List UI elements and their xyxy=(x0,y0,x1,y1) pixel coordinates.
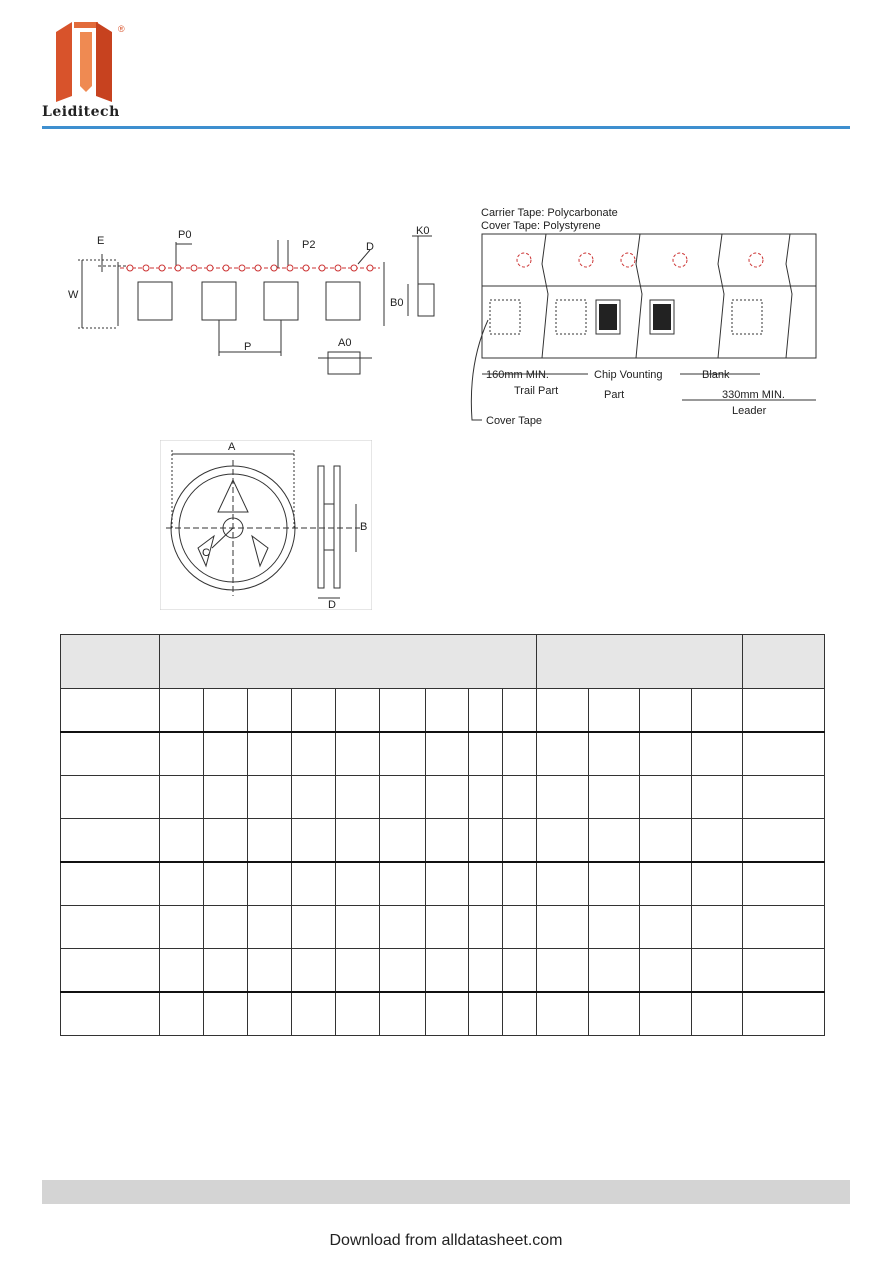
registered-mark: ® xyxy=(118,24,125,34)
label-b0: B0 xyxy=(390,297,404,309)
header-rule xyxy=(42,126,850,129)
label-e: E xyxy=(97,235,105,247)
header-cell-reel xyxy=(537,635,743,689)
reel-label-a: A xyxy=(228,441,236,453)
logo-mark-icon xyxy=(52,18,128,104)
reel-diagram xyxy=(160,440,372,610)
leader-label: Leader xyxy=(732,405,767,417)
part-label: Part xyxy=(604,389,625,401)
spec-table xyxy=(60,634,825,1036)
trail-part-label: Trail Part xyxy=(514,385,559,397)
footer-bar xyxy=(42,1180,850,1204)
header-cell-tape xyxy=(160,635,537,689)
table-header-row xyxy=(61,635,825,689)
table-row xyxy=(61,776,825,819)
label-p: P xyxy=(244,341,252,353)
reel-tape-layout-diagram xyxy=(468,204,828,432)
tape-dimension-diagram xyxy=(62,222,452,382)
brand-name: Leiditech xyxy=(42,104,120,120)
label-k0: K0 xyxy=(416,225,430,237)
blank-label: Blank xyxy=(702,369,730,381)
header-cell-type xyxy=(61,635,160,689)
reel-label-b: B xyxy=(360,521,368,533)
cover-tape-label: Cover Tape xyxy=(486,415,543,427)
table-row xyxy=(61,992,825,1036)
table-row xyxy=(61,906,825,949)
table-row xyxy=(61,862,825,906)
table-row xyxy=(61,819,825,863)
label-p0: P0 xyxy=(178,229,192,241)
label-w: W xyxy=(68,289,79,301)
leader-length-label: 330mm MIN. xyxy=(722,389,785,401)
reel-label-c: C xyxy=(202,547,210,559)
label-a0: A0 xyxy=(338,337,352,349)
table-row xyxy=(61,732,825,776)
table-subheader-row xyxy=(61,689,825,733)
label-p2: P2 xyxy=(302,239,316,251)
carrier-tape-label: Carrier Tape: Polycarbonate xyxy=(481,207,618,219)
label-d: D xyxy=(366,241,374,253)
table-row xyxy=(61,949,825,993)
trail-length-label: 160mm MIN. xyxy=(486,369,549,381)
cover-tape-material-label: Cover Tape: Polystyrene xyxy=(481,220,601,232)
company-logo xyxy=(52,18,128,104)
reel-label-d: D xyxy=(328,599,336,610)
chip-mounting-label: Chip Vounting xyxy=(594,369,663,381)
download-link[interactable]: Download from alldatasheet.com xyxy=(329,1232,563,1249)
header-cell-qty xyxy=(743,635,825,689)
